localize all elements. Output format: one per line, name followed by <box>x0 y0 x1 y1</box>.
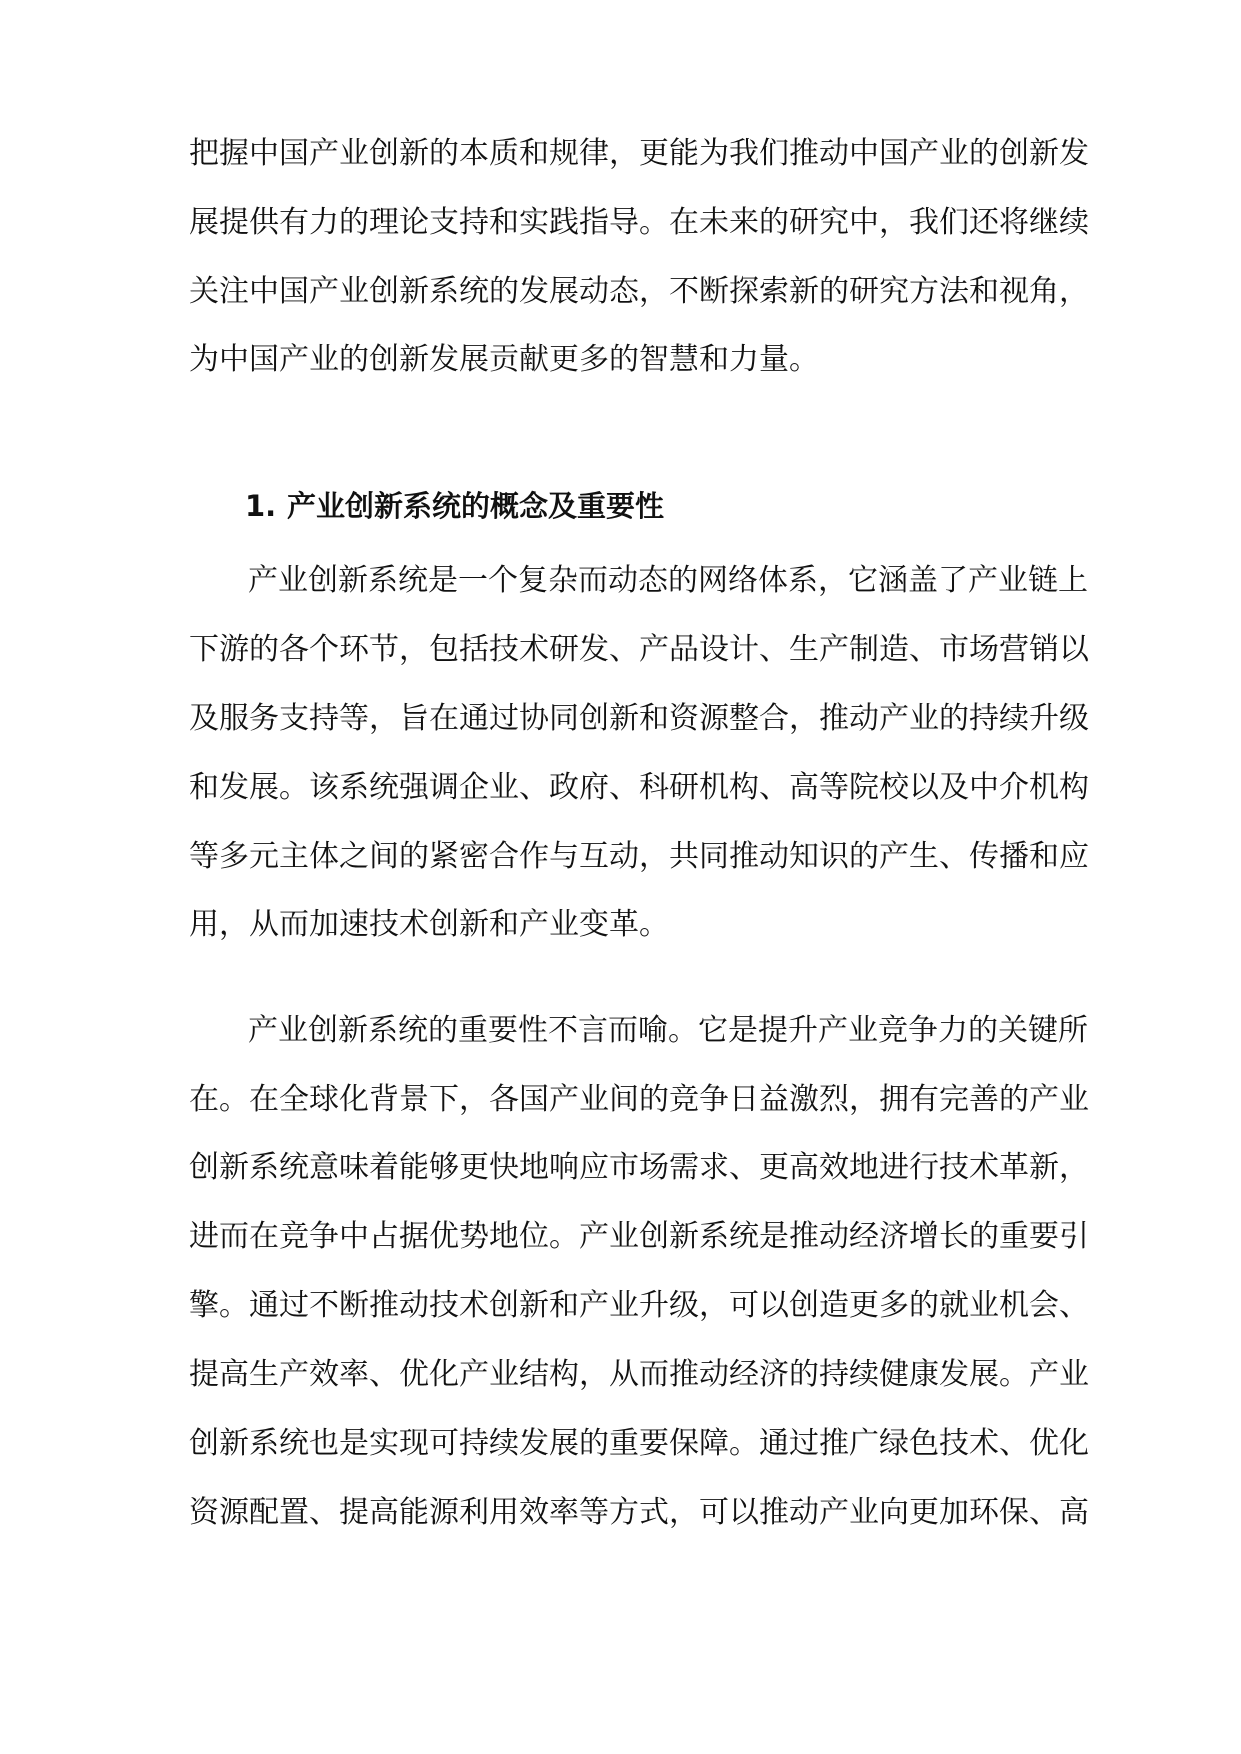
paragraph-2-line-5: 擎。通过不断推动技术创新和产业升级，可以创造更多的就业机会、 <box>189 1288 1089 1323</box>
paragraph-2-line-1: 产业创新系统的重要性不言而喻。它是提升产业竞争力的关键所 <box>248 1013 1088 1048</box>
paragraph-1-line-5: 等多元主体之间的紧密合作与互动，共同推动知识的产生、传播和应 <box>189 839 1089 874</box>
paragraph-1-line-1: 产业创新系统是一个复杂而动态的网络体系，它涵盖了产业链上 <box>248 563 1088 598</box>
intro-line-3: 关注中国产业创新系统的发展动态，不断探索新的研究方法和视角， <box>189 274 1089 309</box>
paragraph-2-line-6: 提高生产效率、优化产业结构，从而推动经济的持续健康发展。产业 <box>189 1357 1089 1392</box>
paragraph-2-line-8: 资源配置、提高能源利用效率等方式，可以推动产业向更加环保、高 <box>189 1495 1089 1530</box>
intro-line-4: 为中国产业的创新发展贡献更多的智慧和力量。 <box>189 342 819 377</box>
intro-line-1: 把握中国产业创新的本质和规律，更能为我们推动中国产业的创新发 <box>189 136 1089 171</box>
section-number: 1. <box>245 489 277 523</box>
paragraph-1-line-3: 及服务支持等，旨在通过协同创新和资源整合，推动产业的持续升级 <box>189 701 1089 736</box>
paragraph-1-line-4: 和发展。该系统强调企业、政府、科研机构、高等院校以及中介机构 <box>189 770 1089 805</box>
section-title: 产业创新系统的概念及重要性 <box>287 489 665 523</box>
paragraph-2-line-7: 创新系统也是实现可持续发展的重要保障。通过推广绿色技术、优化 <box>189 1426 1089 1461</box>
section-heading <box>245 486 664 526</box>
paragraph-2-line-4: 进而在竞争中占据优势地位。产业创新系统是推动经济增长的重要引 <box>189 1219 1089 1254</box>
paragraph-2-line-2: 在。在全球化背景下，各国产业间的竞争日益激烈，拥有完善的产业 <box>189 1082 1089 1117</box>
paragraph-2-line-3: 创新系统意味着能够更快地响应市场需求、更高效地进行技术革新， <box>189 1150 1089 1185</box>
paragraph-1-line-2: 下游的各个环节，包括技术研发、产品设计、生产制造、市场营销以 <box>189 632 1089 667</box>
paragraph-1-line-6: 用，从而加速技术创新和产业变革。 <box>189 907 669 942</box>
intro-line-2: 展提供有力的理论支持和实践指导。在未来的研究中，我们还将继续 <box>189 205 1089 240</box>
